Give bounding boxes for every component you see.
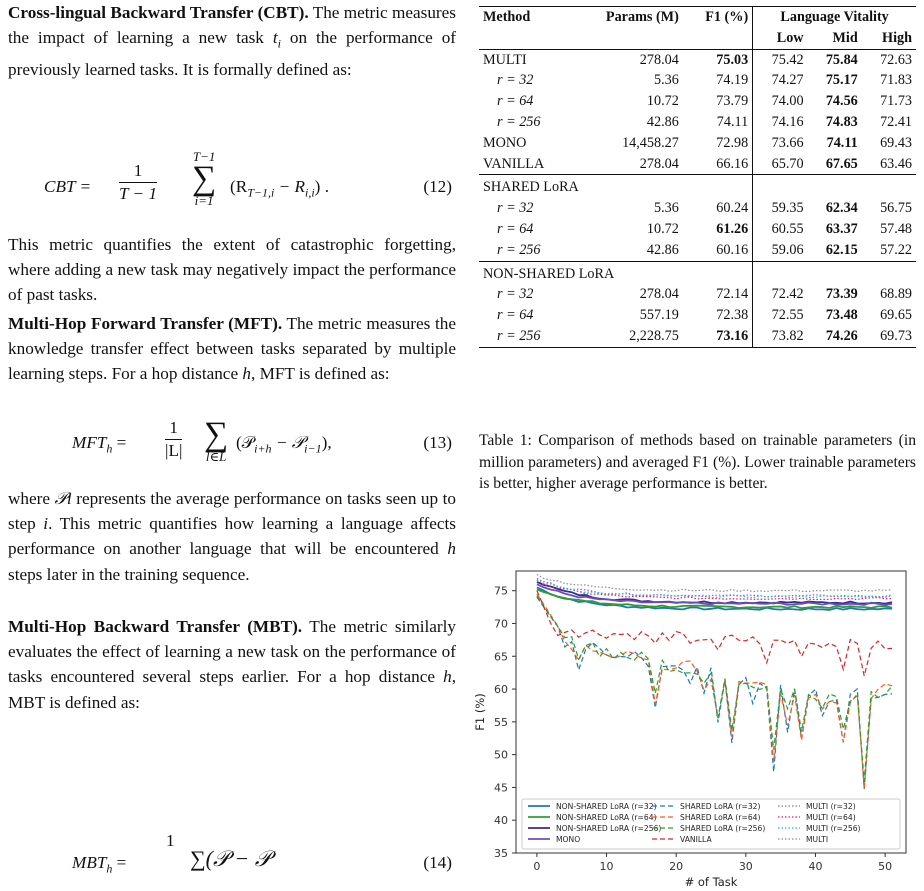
equation-14: $MBT_h$ = 1 ∑(𝒫 − 𝒫 (14): [72, 831, 452, 876]
table-row: [479, 240, 916, 261]
legend-label: MULTI: [806, 835, 829, 844]
table-row: [479, 91, 916, 112]
th-mid: Mid: [832, 29, 858, 46]
cell-f1: 60.16: [716, 241, 749, 258]
results-table: [479, 6, 916, 348]
cell-low: 73.82: [753, 326, 808, 347]
cell-low: 73.66: [753, 133, 808, 154]
cell-method: r = 64: [497, 93, 534, 110]
cbt-title: Cross-lingual Backward Transfer (CBT).: [8, 3, 309, 22]
y-tick-label: 35: [494, 847, 508, 860]
th-vitality: Language Vitality: [753, 7, 916, 28]
cell-mid: 73.48: [825, 307, 858, 324]
legend-label: SHARED LoRA (r=32): [680, 802, 761, 811]
equation-13: $MFT_h$ = $\frac{1}{|L|}$ ∑ l∈L (𝒫$_{i+h}$ − 𝒫$_{i-1}$), (13): [72, 416, 452, 464]
cell-f1: 75.03: [683, 49, 753, 70]
cell-high: 71.73: [880, 93, 912, 110]
x-tick-label: 20: [669, 860, 684, 873]
cell-method: MONO: [483, 134, 527, 151]
cell-params: 278.04: [639, 286, 679, 303]
y-tick-label: 70: [494, 617, 508, 631]
table-row: [479, 154, 916, 175]
cell-mid: 74.83: [825, 113, 858, 130]
cell-low: 59.35: [753, 198, 808, 219]
cbt-var: $t_i$: [272, 28, 281, 51]
eq-number-14: (14): [423, 853, 452, 872]
cell-method: r = 256: [497, 113, 541, 130]
y-tick-label: 75: [494, 584, 508, 598]
group-title-row: [479, 175, 916, 198]
cell-mid: 63.37: [825, 220, 858, 237]
table-caption: Table 1: Comparison of methods based on trainable parameters (in million parameters) and averaged F1 (%). Lower trainable parameters is better, higher average performance is better.: [479, 432, 916, 493]
th-method: Method: [483, 9, 531, 25]
cell-high: 69.73: [862, 326, 916, 347]
y-tick-label: 40: [494, 814, 508, 828]
cell-f1: 72.98: [716, 134, 749, 151]
cell-high: 56.75: [880, 200, 912, 217]
cell-params: 278.04: [573, 49, 683, 70]
cell-f1: 72.14: [716, 286, 749, 303]
cell-method: r = 256: [497, 241, 541, 258]
cell-low: 72.55: [753, 305, 808, 326]
x-tick-label: 40: [808, 860, 823, 873]
x-tick-label: 50: [878, 860, 893, 873]
cell-f1: 72.38: [716, 307, 749, 324]
cell-high: 57.22: [880, 241, 912, 258]
equation-12: CBT = $\frac{1}{T - 1}$ T−1 ∑ i=1 $(R_{T-1,i} - R_{i,i})$ . (12): [44, 149, 452, 208]
cell-f1: 73.79: [716, 93, 749, 110]
cbt-text-a: The metric measures the impact of learning a new task: [8, 3, 456, 48]
table-row: [479, 198, 916, 219]
cell-f1: 61.26: [716, 220, 749, 237]
cell-mid: 75.17: [825, 72, 858, 89]
x-axis-label: # of Task: [684, 875, 738, 886]
group-title: SHARED LoRA: [479, 175, 753, 198]
cell-f1: 66.16: [716, 155, 749, 172]
cell-mid: 62.15: [825, 241, 858, 258]
table-row: [479, 133, 916, 154]
cell-high: 69.65: [880, 307, 912, 324]
table-row: [479, 112, 916, 133]
legend-label: NON-SHARED LoRA (r=64): [556, 813, 657, 822]
cell-params: 42.86: [646, 241, 679, 258]
table-row: [479, 305, 916, 326]
cell-params: 2,228.75: [573, 326, 683, 347]
cell-mid: 73.39: [825, 286, 858, 303]
mft-paragraph: Multi-Hop Forward Transfer (MFT). The metric measures the knowledge transfer effect between tasks separated by multiple learning steps. For a hop distance h, MFT is defined as:: [8, 314, 456, 384]
th-low: Low: [753, 28, 808, 49]
y-axis-label: F1 (%): [473, 693, 487, 731]
cell-method: r = 64: [497, 307, 534, 324]
legend-label: MULTI (r=256): [806, 824, 861, 833]
cell-mid: 75.84: [808, 49, 862, 70]
cell-params: 14,458.27: [622, 134, 679, 151]
cell-low: 65.70: [753, 154, 808, 175]
eq-number-12: (12): [423, 177, 452, 196]
cell-method: r = 32: [497, 286, 534, 303]
legend-label: SHARED LoRA (r=64): [680, 813, 761, 822]
table-row: [479, 219, 916, 240]
cell-high: 72.63: [862, 49, 916, 70]
legend-label: SHARED LoRA (r=256): [680, 824, 766, 833]
th-params: Params (M): [605, 9, 679, 25]
th-high: High: [882, 29, 912, 46]
x-tick-label: 10: [599, 860, 614, 873]
cell-mid: 74.26: [808, 326, 862, 347]
y-tick-label: 65: [494, 650, 508, 664]
cell-f1: 74.19: [716, 72, 749, 89]
cell-method: r = 32: [497, 72, 534, 89]
cell-high: 68.89: [880, 286, 912, 303]
table-row: [479, 49, 916, 70]
cell-low: 74.00: [753, 91, 808, 112]
cell-params: 278.04: [639, 155, 679, 172]
cell-mid: 74.11: [826, 134, 858, 151]
cell-params: 10.72: [646, 220, 679, 237]
cell-params: 10.72: [646, 93, 679, 110]
cell-f1: 60.24: [716, 200, 749, 217]
cell-high: 69.43: [880, 134, 912, 151]
mbt-title: Multi-Hop Backward Transfer (MBT).: [8, 617, 303, 636]
legend-label: VANILLA: [680, 835, 712, 844]
cell-method: r = 32: [497, 200, 534, 217]
mbt-paragraph: Multi-Hop Backward Transfer (MBT). The metric similarly evaluates the effect of learning a new task on the performance of tasks encountered several steps earlier. For a hop distance h, MBT is defined as:: [8, 617, 457, 712]
table-row: [479, 70, 916, 91]
cbt-text-b: on the performance of previously learned tasks. It is formally defined as:: [8, 28, 457, 79]
legend-label: NON-SHARED LoRA (r=32): [556, 802, 657, 811]
cell-params: 42.86: [646, 113, 679, 130]
cell-low: 72.42: [753, 284, 808, 305]
cell-method: r = 256: [479, 326, 573, 347]
cell-f1: 73.16: [683, 326, 753, 347]
cell-mid: 62.34: [825, 200, 858, 217]
y-tick-label: 60: [494, 683, 508, 697]
cell-high: 71.83: [880, 72, 912, 89]
f1-line-chart: [466, 563, 916, 886]
cbt-after: This metric quantifies the extent of catastrophic forgetting, where adding a new task may negatively impact the performance of past tasks.: [8, 235, 456, 305]
x-tick-label: 30: [738, 860, 753, 873]
cell-params: 5.36: [653, 200, 679, 217]
table-row: [479, 326, 916, 347]
cell-mid: 67.65: [825, 155, 858, 172]
cell-method: VANILLA: [483, 155, 545, 172]
cell-method: r = 64: [497, 220, 534, 237]
y-tick-label: 50: [494, 748, 508, 762]
y-tick-label: 45: [494, 781, 508, 795]
legend-label: MULTI (r=32): [806, 802, 856, 811]
cell-high: 72.41: [880, 113, 912, 130]
table-row: [479, 284, 916, 305]
x-tick-label: 0: [533, 860, 541, 873]
cell-low: 74.16: [753, 112, 808, 133]
mft-after: where 𝒫i represents the average performance on tasks seen up to step i. This metric quantifies how learning a language affects performance on another language that will be encountered h steps later in the training sequence.: [8, 489, 457, 584]
group-title-row: [479, 261, 916, 284]
cell-method: MULTI: [479, 49, 573, 70]
cell-low: 59.06: [753, 240, 808, 261]
legend-label: NON-SHARED LoRA (r=256): [556, 824, 662, 833]
cbt-paragraph: [8, 0, 456, 82]
cell-low: 60.55: [753, 219, 808, 240]
mft-title: Multi-Hop Forward Transfer (MFT).: [8, 314, 283, 333]
y-tick-label: 55: [494, 715, 508, 729]
cell-f1: 74.11: [716, 113, 749, 130]
eq-number-13: (13): [423, 433, 452, 452]
group-title: NON-SHARED LoRA: [479, 261, 753, 284]
cell-mid: 74.56: [825, 93, 858, 110]
cell-low: 75.42: [753, 49, 808, 70]
legend-label: MONO: [556, 835, 581, 844]
cell-low: 74.27: [753, 70, 808, 91]
th-f1: F1 (%): [705, 9, 749, 25]
cell-params: 557.19: [639, 307, 679, 324]
legend-label: MULTI (r=64): [806, 813, 856, 822]
chart-svg: [466, 563, 916, 886]
cell-high: 63.46: [880, 155, 912, 172]
cell-high: 57.48: [880, 220, 912, 237]
cell-params: 5.36: [653, 72, 679, 89]
